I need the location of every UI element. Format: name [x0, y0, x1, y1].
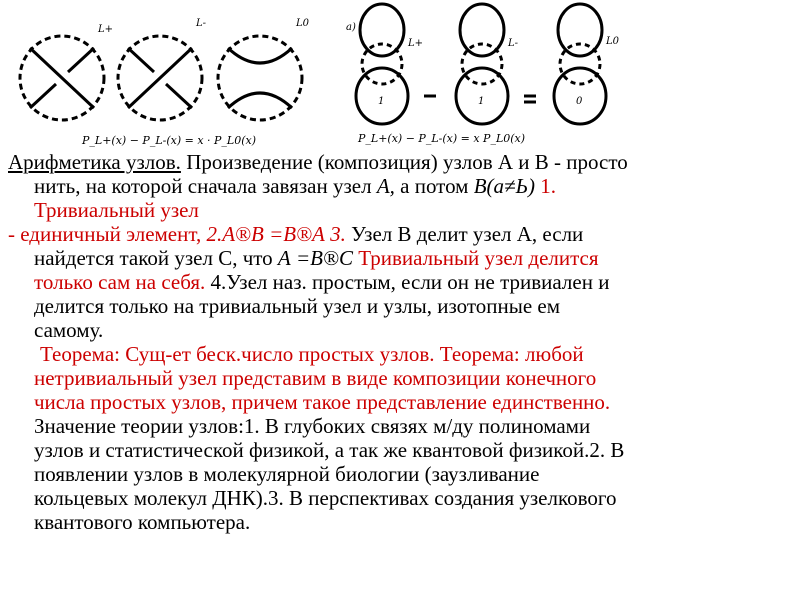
text-fragment: А, — [376, 174, 395, 198]
text-line-10: нетривиальный узел представим в виде композиции конечного — [34, 366, 597, 390]
text-line-15: кольцевых молекул ДНК).3. В перспективах создания узелкового — [34, 486, 617, 510]
text-line-8: самому. — [34, 318, 104, 342]
text-line-12: Значение теории узлов:1. В глубоких связях м/ду полиномами — [34, 414, 591, 438]
upper-loop — [558, 4, 602, 56]
text-line-13: узлов и статистической физикой, а так же квантовой физикой.2. В — [34, 438, 625, 462]
text-line-9: Теорема: Сущ-ет беск.число простых узлов. Теорема: любой — [40, 342, 584, 366]
text-line-3: Тривиальный узел — [34, 198, 199, 222]
text-fragment: нить, на которой сначала завязан узел — [34, 174, 377, 198]
text-line-7: делится только на тривиальный узел и узлы, изотопные ем — [34, 294, 561, 318]
text-line-2 — [8, 174, 792, 198]
text-fragment: найдется такой узел С, что — [34, 246, 278, 270]
label-l-minus: L- — [508, 38, 519, 49]
smoothing-arc — [228, 93, 292, 108]
knot-arithmetic-text — [8, 150, 792, 534]
upper-loop — [360, 4, 404, 56]
skein-relation-circles-figure — [12, 8, 312, 158]
skein-circles-svg — [12, 8, 312, 158]
crossing-strand — [128, 48, 154, 72]
text-line-16: квантового компьютера. — [34, 510, 251, 534]
text-fragment: только сам на себя. — [34, 270, 206, 294]
figure-eight-knots-figure — [340, 0, 640, 150]
loop-label: 1 — [378, 96, 385, 107]
text-fragment: А =В®С — [277, 246, 353, 270]
text-fragment: Произведение (композиция) узлов А и В - просто — [180, 150, 628, 174]
figure-eight-formula: P_L+(x) − P_L-(x) = x P_L0(x) — [358, 132, 526, 145]
label-l-plus: L+ — [408, 38, 424, 49]
text-fragment: Узел В делит узел А, если — [345, 222, 584, 246]
label-l-zero: L0 — [296, 18, 310, 29]
label-l-zero: L0 — [606, 36, 620, 47]
figure-eight-svg — [340, 0, 640, 150]
text-line-4 — [8, 222, 792, 246]
skein-formula: P_L+(x) − P_L-(x) = x · P_L0(x) — [82, 134, 257, 147]
crossing-strand — [166, 84, 192, 108]
label-l-plus: L+ — [98, 24, 114, 35]
text-line-5 — [8, 246, 792, 270]
label-l-minus: L- — [196, 18, 207, 29]
text-line-6 — [8, 270, 792, 294]
loop-label: 1 — [478, 96, 485, 107]
text-fragment: 2.А®В =В®А 3. — [206, 222, 346, 246]
smoothing-arc — [228, 48, 292, 63]
text-line-1 — [8, 150, 792, 174]
text-fragment: а потом — [394, 174, 474, 198]
text-fragment: 1. — [534, 174, 556, 198]
text-fragment: В(а≠Ь) — [473, 174, 535, 198]
text-fragment: 4.Узел наз. простым, если он не тривиален и — [205, 270, 610, 294]
crossing-strand — [30, 84, 56, 108]
text-fragment: Тривиальный узел делится — [352, 246, 599, 270]
loop-label: 0 — [576, 96, 583, 107]
text-line-14: появлении узлов в молекулярной биологии (заузливание — [34, 462, 540, 486]
upper-loop — [460, 4, 504, 56]
crossing-strand — [68, 48, 94, 72]
section-title: Арифметика узлов. — [8, 150, 181, 174]
text-fragment: - единичный элемент, — [8, 222, 207, 246]
figure-tag: a) — [346, 22, 356, 33]
text-line-11: числа простых узлов, причем такое представление единственно. — [34, 390, 611, 414]
